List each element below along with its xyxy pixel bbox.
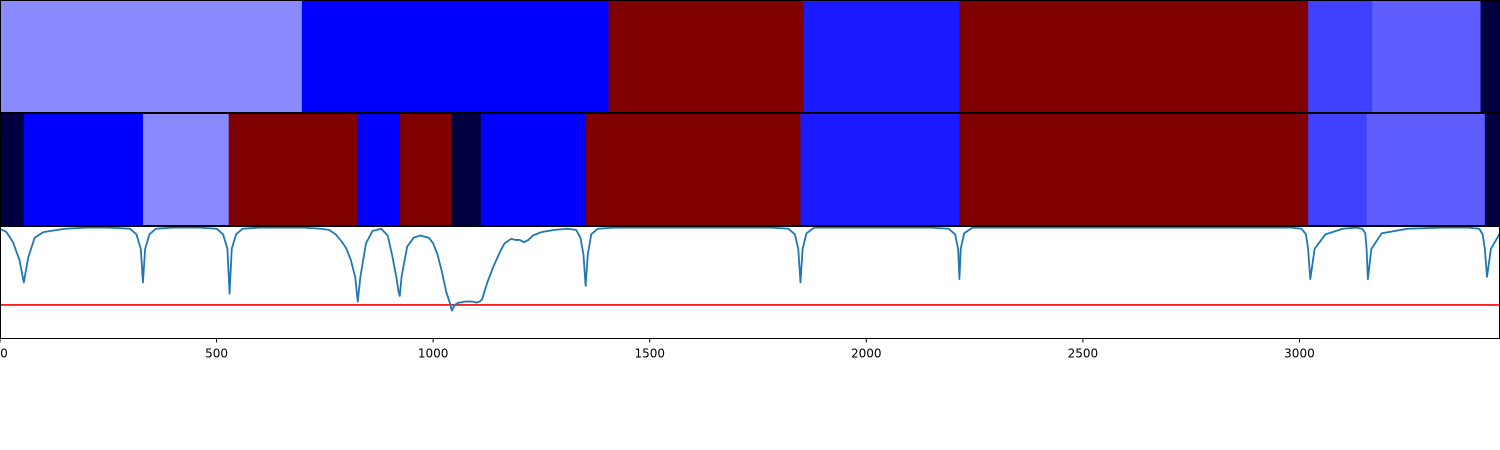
x-tick-label: 1500 [634,346,665,361]
x-tick-label: 2000 [851,346,882,361]
prediction-strip [0,114,1500,226]
segment-7 [481,114,586,226]
segment-5 [400,114,453,226]
segment-0 [0,114,24,226]
segment-12 [1367,114,1486,226]
segment-0 [0,1,303,113]
segment-10 [959,114,1308,226]
x-tick-label: 2500 [1067,346,1099,361]
ground-truth-strip [0,1,1500,113]
segment-13 [1485,114,1500,226]
segment-2 [609,1,805,113]
x-tick-label: 500 [205,346,229,361]
x-tick-label: 1000 [417,346,449,361]
segment-4 [358,114,401,226]
segment-3 [229,114,359,226]
segment-1 [302,1,609,113]
segment-3 [803,1,960,113]
segment-11 [1308,114,1367,226]
segment-2 [143,114,229,226]
segment-7 [1481,1,1500,113]
segment-4 [959,1,1308,113]
segment-5 [1308,1,1373,113]
segment-8 [586,114,801,226]
segment-6 [452,114,482,226]
segment-6 [1372,1,1481,113]
segment-9 [800,114,960,226]
x-tick-label: 3000 [1284,346,1315,361]
x-tick-label: 0 [0,346,8,361]
segment-1 [24,114,144,226]
